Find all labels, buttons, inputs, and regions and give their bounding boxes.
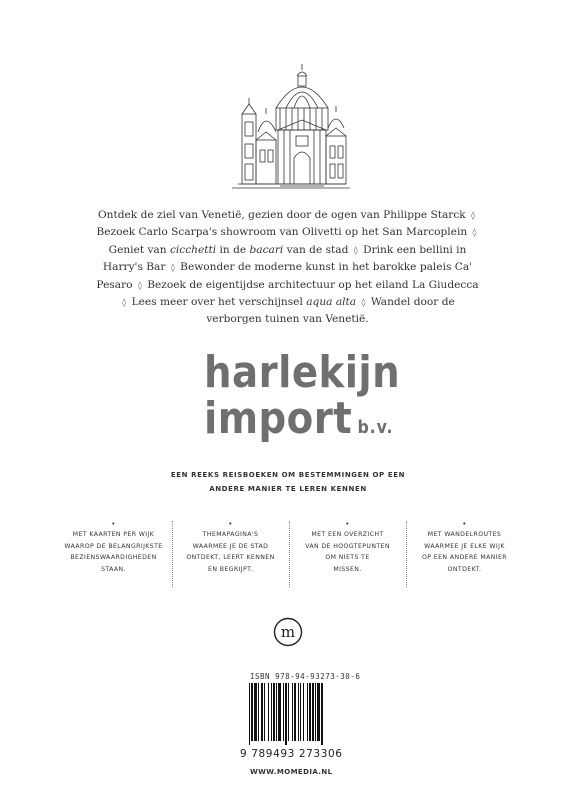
isbn-group-1: 789493 bbox=[251, 748, 295, 760]
isbn-digits bbox=[240, 748, 360, 760]
barcode-bar bbox=[249, 683, 250, 745]
series-logo bbox=[204, 347, 427, 451]
barcode-bar bbox=[292, 683, 293, 741]
barcode-bar bbox=[251, 683, 253, 741]
barcode-bar bbox=[258, 683, 259, 741]
diamond-separator-icon: ◊ bbox=[137, 280, 142, 290]
feature-line: STAAN. bbox=[101, 565, 126, 573]
tagline-line-1: EEN REEKS REISBOEKEN OM BESTEMMINGEN OP EEN bbox=[170, 471, 406, 479]
feature-line: MET KAARTEN PER WIJK bbox=[72, 531, 155, 538]
blurb-italic: bacari bbox=[249, 243, 284, 256]
tagline-line-2: ANDERE MANIER TE LEREN KENNEN bbox=[209, 485, 367, 493]
diamond-separator-icon: ◊ bbox=[122, 298, 127, 308]
bullet-icon: • bbox=[345, 520, 350, 528]
logo-line-2 bbox=[204, 393, 400, 451]
logo-word-import: import bbox=[204, 393, 353, 444]
diamond-separator-icon: ◊ bbox=[353, 245, 358, 255]
blurb-sentence: Bezoek de eigentijdse architectuur op het eiland La Giudecca bbox=[147, 278, 479, 291]
series-tagline bbox=[150, 468, 426, 496]
isbn-label: ISBN 978-94-93273-30-6 bbox=[250, 672, 361, 681]
publisher-url: WWW.MOMEDIA.NL bbox=[250, 768, 333, 776]
blurb-sentence: Bezoek Carlo Scarpa's showroom van Olivetti op het San Marcoplein bbox=[96, 226, 468, 239]
blurb-sentence: Ontdek de ziel van Venetië, gezien door de ogen van Philippe Starck bbox=[97, 209, 466, 221]
feature-line: WAARMEE JE DE STAD bbox=[192, 542, 269, 550]
diamond-separator-icon: ◊ bbox=[471, 211, 476, 220]
barcode-bar bbox=[268, 683, 269, 741]
feature-highlights bbox=[289, 519, 406, 575]
feature-line: THEMAPAGINA'S bbox=[202, 531, 259, 538]
blurb-italic: cicchetti bbox=[169, 243, 217, 256]
bullet-icon: • bbox=[228, 520, 233, 528]
barcode-bar bbox=[303, 683, 304, 741]
feature-line: MET WANDELROUTES bbox=[427, 531, 502, 538]
feature-line: ONTDEKT. bbox=[447, 565, 482, 573]
barcode-bar bbox=[294, 683, 296, 741]
description-text bbox=[96, 207, 479, 329]
feature-line: WAARMEE JE ELKE WIJK bbox=[424, 542, 505, 550]
bullet-icon: • bbox=[462, 520, 467, 528]
blurb-sentence: van de stad bbox=[283, 243, 349, 256]
logo-line-1: harlekijn bbox=[204, 347, 401, 398]
barcode-bar bbox=[309, 683, 311, 741]
diamond-separator-icon: ◊ bbox=[361, 298, 366, 308]
feature-maps bbox=[55, 519, 172, 575]
feature-line: WAAROP DE BELANGRIJKSTE bbox=[64, 542, 163, 550]
isbn-group-2: 273306 bbox=[298, 748, 343, 760]
barcode-bar bbox=[283, 683, 284, 741]
barcode-bar bbox=[298, 683, 299, 741]
blurb-sentence: Wandel door de verborgen tuinen van Venetië. bbox=[206, 296, 455, 326]
feature-line: VAN DE HOOGTEPUNTEN bbox=[305, 542, 390, 550]
feature-line: ONTDEKT, LEERT KENNEN bbox=[186, 554, 275, 561]
feature-line: EN BEGRIJPT. bbox=[208, 565, 253, 573]
barcode-bar bbox=[312, 683, 314, 741]
isbn-first-digit: 9 bbox=[240, 748, 248, 760]
barcode-bar bbox=[261, 683, 263, 741]
barcode-bar bbox=[300, 683, 301, 741]
feature-line: OP EEN ANDERE MANIER bbox=[422, 554, 507, 561]
feature-walks bbox=[406, 519, 523, 575]
bullet-icon: • bbox=[111, 520, 116, 528]
feature-line: BEZIENSWAARDIGHEDEN bbox=[70, 554, 157, 561]
logo-suffix: b.v. bbox=[357, 417, 394, 438]
blurb-sentence: in de bbox=[216, 243, 250, 256]
barcode-bar bbox=[273, 683, 275, 741]
barcode-bar bbox=[271, 683, 272, 741]
barcode-bar bbox=[288, 683, 289, 741]
blurb-sentence: Drink een bellini in Harry's Bar bbox=[102, 243, 467, 274]
blurb-italic: aqua alta bbox=[306, 296, 357, 309]
feature-line: MISSEN. bbox=[333, 565, 362, 573]
barcode-bar bbox=[264, 683, 265, 741]
blurb-sentence: Geniet van bbox=[108, 243, 170, 256]
barcode bbox=[248, 683, 353, 745]
feature-line: OM NIETS TE bbox=[325, 554, 370, 561]
barcode-bar bbox=[321, 683, 323, 745]
barcode-bar bbox=[254, 683, 257, 741]
barcode-bar bbox=[278, 683, 281, 741]
barcode-bar bbox=[307, 683, 308, 741]
features-row bbox=[55, 519, 523, 597]
logo-letter: m bbox=[280, 623, 296, 641]
publisher-logo-icon bbox=[273, 617, 303, 647]
barcode-bar bbox=[315, 683, 316, 741]
blurb-sentence: Lees meer over het verschijnsel bbox=[131, 296, 307, 309]
church-illustration bbox=[230, 62, 352, 194]
barcode-bar bbox=[285, 683, 287, 745]
diamond-separator-icon: ◊ bbox=[472, 228, 477, 238]
blurb-sentence: Bewonder de moderne kunst in het barokke paleis Ca' Pesaro bbox=[96, 261, 473, 291]
barcode-bar bbox=[276, 683, 277, 741]
barcode-bar bbox=[317, 683, 320, 741]
feature-themes bbox=[172, 519, 289, 575]
feature-line: MET EEN OVERZICHT bbox=[311, 531, 384, 538]
diamond-separator-icon: ◊ bbox=[170, 263, 175, 273]
